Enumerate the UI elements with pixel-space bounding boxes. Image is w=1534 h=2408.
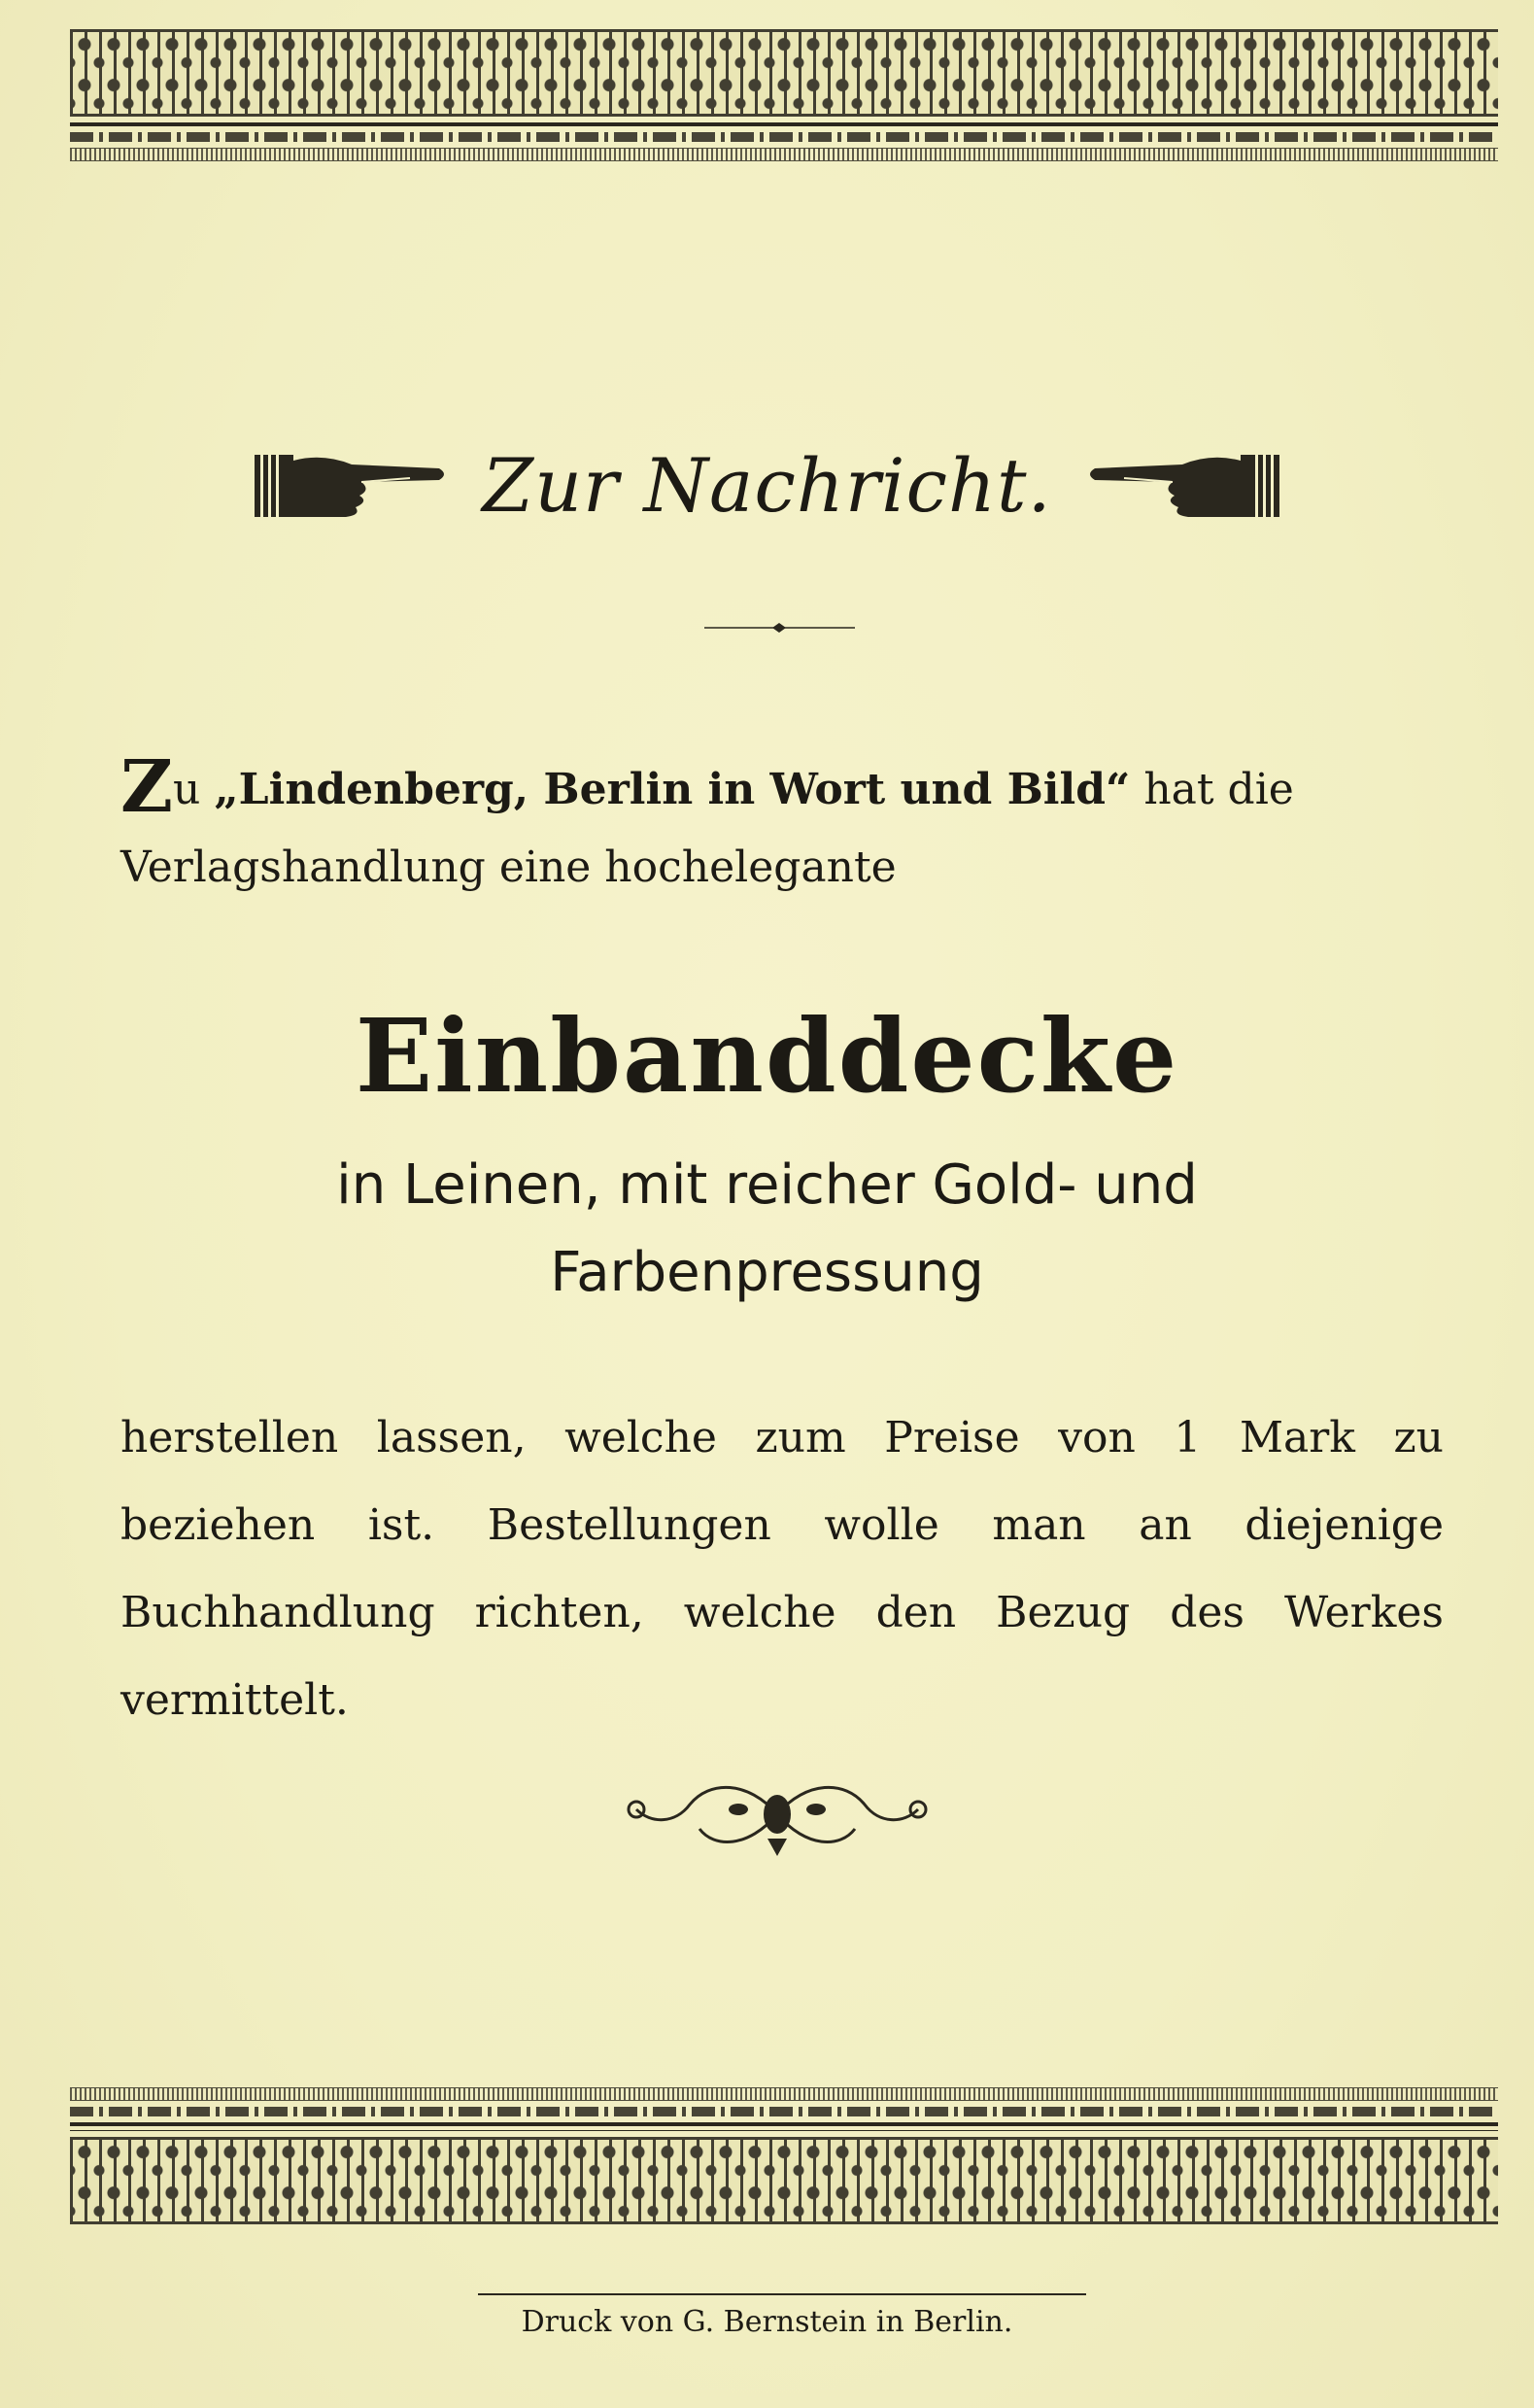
intro-paragraph [120, 745, 1444, 907]
page-title: Zur Nachricht. [482, 442, 1052, 529]
material-line-1: in Leinen, mit reicher Gold- und [336, 1153, 1198, 1217]
details-paragraph: herstellen lassen, welche zum Preise von 1 Mark zu beziehen ist. Bestellungen wolle man an diejenige Buchhandlung richten, welche den Bezug des Werkes vermittelt. [120, 1413, 1444, 1725]
material-line-2: Farbenpressung [550, 1241, 984, 1304]
intro-lead: u [173, 765, 201, 814]
bottom-rule-thin [70, 2130, 1498, 2131]
material-description [0, 1142, 1534, 1317]
work-title: „Lindenberg, Berlin in Wort und Bild“ [214, 765, 1131, 814]
top-rule-hatched [70, 148, 1498, 161]
bottom-border [70, 2087, 1498, 2224]
top-border [70, 29, 1498, 161]
pointing-hand-right-icon [255, 447, 449, 525]
bottom-rule-hatched [70, 2087, 1498, 2101]
top-ornament-frieze [70, 29, 1498, 117]
bottom-rule-dashed [70, 2107, 1498, 2116]
pointing-hand-left-icon [1085, 447, 1279, 525]
small-divider-ornament [704, 622, 855, 634]
product-name: Einbanddecke [355, 996, 1179, 1116]
bottom-rule-thick [70, 2122, 1498, 2126]
top-rule-dashed [70, 132, 1498, 142]
vignette-ornament-icon [622, 1771, 933, 1858]
heading-row [0, 442, 1534, 529]
printer-imprint: Druck von G. Bernstein in Berlin. [521, 2305, 1013, 2339]
top-rule-thick [70, 122, 1498, 126]
drop-cap: Z [120, 745, 174, 829]
bottom-ornament-frieze [70, 2137, 1498, 2224]
intro-rest: hat die Verlagshandlung eine hochelegante [120, 765, 1294, 892]
imprint-rule [478, 2293, 1086, 2295]
